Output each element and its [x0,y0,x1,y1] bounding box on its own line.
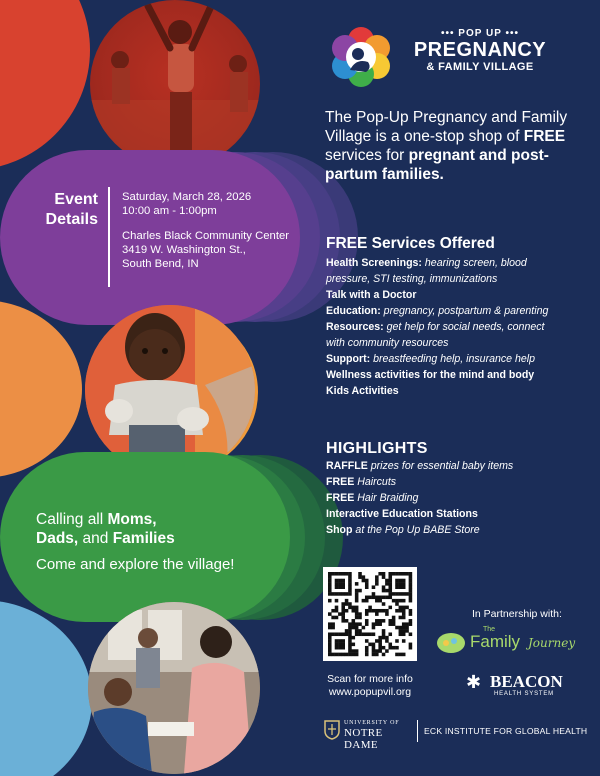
family-journey-journey: Journey [528,636,576,650]
beacon-name: BEACON [490,672,563,691]
event-label [28,190,98,230]
family-journey-icon [436,631,466,655]
logo-pregnancy: PREGNANCY [413,39,547,61]
service-item: Education: pregnancy, postpartum & parenting [326,305,549,317]
calling-text [36,510,286,574]
partnership-label: In Partnership with: [472,608,562,620]
calling-pre: Calling all [36,511,108,528]
notre-dame-shield-icon [324,720,340,740]
event-date: Saturday, March 28, 2026 [122,191,252,203]
calling-families: Families [112,530,175,547]
event-street: 3419 W. Washington St., [122,244,246,256]
event-label-line1: Event [54,191,98,208]
footer-divider [417,720,418,742]
notre-dame-logo [324,718,419,751]
intro-part1: The Pop-Up Pregnancy and Family Village is a one-stop shop of [325,109,568,145]
intro-free: FREE [523,128,566,145]
orange-circle-left [0,300,82,478]
service-item-cont: with community resources [326,337,449,349]
highlights-heading: HIGHLIGHTS [326,440,428,457]
event-venue: Charles Black Community Center [122,230,289,242]
family-journey-the: The [483,626,496,633]
event-divider [108,187,110,287]
service-item: Talk with a Doctor [326,289,417,301]
service-item: Health Screenings: hearing screen, blood [326,257,527,269]
services-heading: FREE Services Offered [326,235,495,252]
beacon-logo [466,672,576,702]
highlight-item: Interactive Education Stations [326,508,478,520]
event-time: 10:00 am - 1:00pm [122,205,217,217]
services-list [326,255,588,399]
logo-pop-up: ••• POP UP ••• [441,28,519,39]
highlights-list [326,458,588,538]
intro-part2: services for [325,147,409,164]
service-item-cont: pressure, STI testing, immunizations [326,273,498,285]
blue-circle [0,600,92,776]
qr-code[interactable] [323,567,417,661]
family-journey-logo [436,628,576,658]
event-info [122,190,312,271]
group-photo [88,602,260,774]
red-circle [0,0,90,170]
beacon-sub: HEALTH SYSTEM [494,691,554,697]
service-item: Support: breastfeeding help, insurance help [326,353,536,365]
highlight-item: RAFFLE prizes for essential baby items [326,460,514,472]
service-item: Resources: get help for social needs, connect [326,321,545,333]
notre-dame-small: UNIVERSITY OF [344,720,400,726]
service-item: Wellness activities for the mind and body [326,369,535,381]
eck-institute: ECK INSTITUTE FOR GLOBAL HEALTH [424,726,588,736]
logo-title [400,28,560,73]
highlight-item: Shop at the Pop Up BABE Store [326,524,480,536]
beacon-star-icon: ✱ [466,672,482,692]
family-journey-family: Family [470,632,521,651]
qr-url[interactable]: www.popupvil.org [328,686,412,698]
qr-caption [310,673,430,699]
service-item: Kids Activities [326,385,399,397]
calling-explore: Come and explore the village! [36,556,235,573]
event-city: South Bend, IN [122,258,199,270]
intro-emphasis: pregnant and post-partum families. [325,147,549,183]
highlight-item: FREE Hair Braiding [326,492,419,504]
notre-dame-big: NOTRE DAME [344,727,383,751]
intro-paragraph [325,108,587,184]
dancer-photo [90,0,260,168]
calling-and: and [78,530,113,547]
highlight-item: FREE Haircuts [326,476,397,488]
village-logo-icon [330,26,392,88]
event-label-line2: Details [45,211,98,228]
baby-photo [85,305,255,475]
logo-family-village: & FAMILY VILLAGE [426,61,534,73]
qr-caption-line1: Scan for more info [327,673,413,685]
calling-dads: Dads, [36,530,79,547]
calling-moms: Moms, [107,511,157,528]
